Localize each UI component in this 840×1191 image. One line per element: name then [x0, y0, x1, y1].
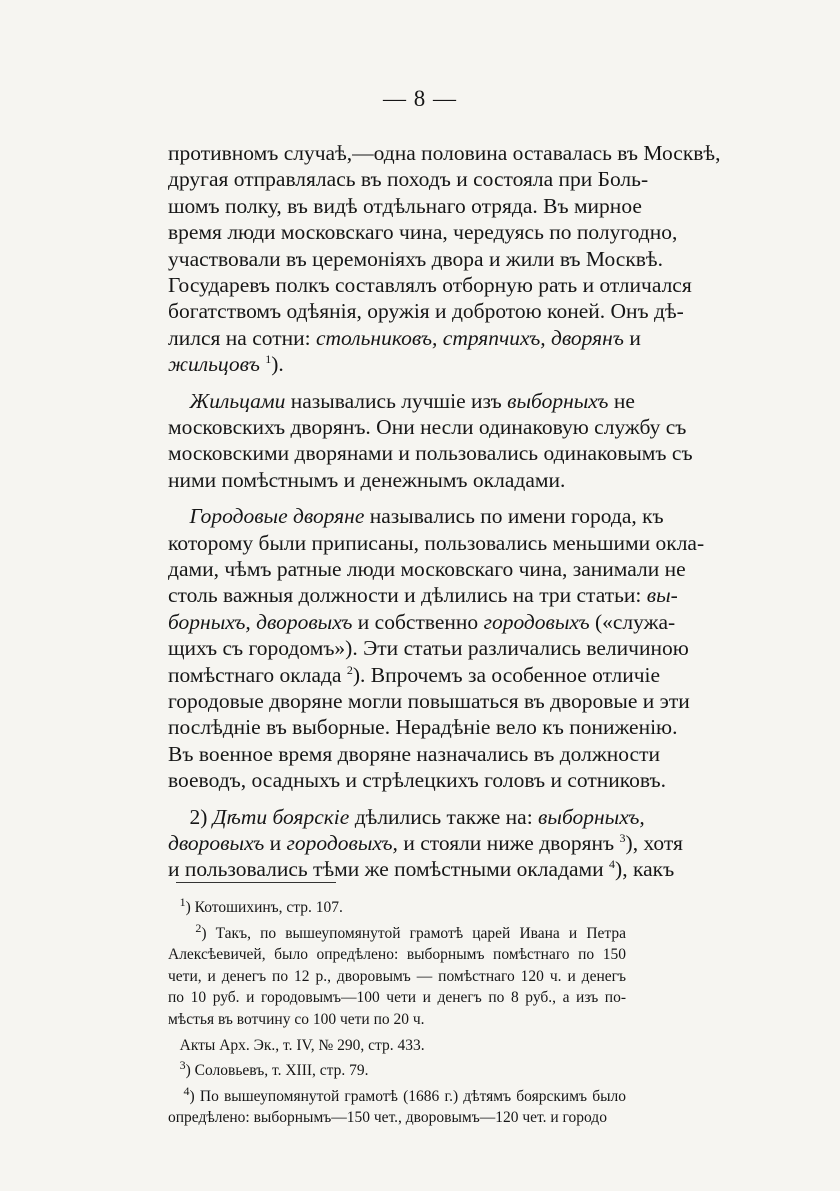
footnote-marker: 1: [179, 894, 186, 909]
text-line: [168, 414, 687, 440]
text-run: которому были приписаны, пользовались меньшими окла-: [168, 530, 705, 555]
italic-term: Дѣти боярскіе: [212, 804, 350, 829]
footnote-line: [168, 945, 626, 965]
text-run: [168, 1062, 180, 1079]
text-run: 2): [168, 804, 213, 829]
text-line: [168, 503, 664, 529]
footnote-marker: 4: [183, 1083, 190, 1098]
text-run: чети, и денегъ по 12 р., дворовымъ — помѣстнаго 120 ч. и денегъ: [168, 967, 626, 985]
text-run: и: [264, 831, 287, 855]
text-run: ), хотя: [625, 831, 683, 855]
text-run: время люди московскаго чина, чередуясь по полугодно,: [168, 220, 678, 245]
text-line: [168, 351, 628, 377]
footnote-line: [168, 1108, 626, 1128]
text-run: по 10 руб. и городовымъ—100 чети и денегъ по 8 руб., а изъ по-: [168, 989, 626, 1007]
text-run: ) Такъ, по вышеупомянутой грамотѣ царей Ивана и Петра: [201, 924, 626, 942]
text-run: и стояли ниже дворянъ: [397, 831, 620, 855]
text-run: [168, 899, 180, 916]
text-run: дами, чѣмъ ратные люди московскаго чина, занимали не: [168, 557, 686, 581]
text-run: Въ военное время дворяне назначались въ должности: [168, 741, 660, 766]
text-line: [168, 272, 692, 298]
text-line: [168, 609, 676, 635]
text-run: ). Впрочемъ за особенное отличіе: [352, 662, 661, 687]
text-run: щихъ съ городомъ»). Эти статьи различались величиною: [168, 636, 689, 661]
text-run: другая отправлялась въ походъ и состояла при Боль-: [168, 167, 649, 192]
text-run: городовые дворяне могли повышаться въ дворовые и эти: [168, 689, 690, 713]
text-run: Алексѣевичей, было опредѣлено: выборнымъ помѣстнаго по 150: [168, 946, 626, 964]
text-run: лился на сотни:: [168, 325, 316, 350]
italic-term: дворовыхъ: [168, 831, 265, 855]
text-run: ними помѣстнымъ и денежнымъ окладами.: [168, 467, 566, 492]
italic-term: Жильцами: [189, 388, 286, 413]
text-run: столь важныя должности и дѣлились на три статьи:: [168, 583, 647, 608]
text-run: и пользовались тѣми же помѣстными окладами: [168, 857, 610, 882]
footnote-line: [168, 1058, 626, 1081]
text-line: [168, 440, 693, 466]
text-run: [168, 925, 195, 942]
text-run: московскихъ дворянъ. Они несли одинаковую службу съ: [168, 415, 687, 439]
text-line: [168, 388, 635, 414]
italic-term: Городовые дворяне: [189, 504, 365, 529]
text-line: [168, 325, 641, 351]
text-line: [168, 166, 649, 192]
text-line: [168, 530, 705, 556]
text-run: Акты Арх. Эк., т. IV, № 290, стр. 433.: [168, 1036, 425, 1054]
footnote-line: [168, 1036, 626, 1056]
text-run: [168, 1088, 184, 1105]
text-line: [168, 467, 628, 493]
italic-term: городовыхъ,: [286, 831, 398, 855]
text-run: мѣстья въ вотчину со 100 чети по 20 ч.: [168, 1011, 425, 1028]
text-run: ) Котошихинъ, стр. 107.: [185, 899, 343, 916]
text-line: [168, 714, 678, 740]
text-run: [168, 389, 190, 413]
text-line: [168, 767, 666, 793]
footnote-divider: [176, 882, 336, 883]
text-run: участвовали въ церемоніяхъ двора и жили въ Москвѣ.: [168, 246, 663, 271]
text-line: [168, 688, 690, 714]
italic-term: выборныхъ,: [538, 804, 645, 829]
footnote-line: [168, 967, 626, 987]
footnote-marker: 1: [265, 352, 272, 367]
text-run: богатствомъ одѣянія, оружія и добротою коней. Онъ дѣ-: [168, 299, 684, 324]
text-run: [168, 504, 190, 528]
text-line: [168, 804, 645, 830]
footnote-line: [168, 1083, 627, 1107]
footnote-line: [168, 988, 626, 1008]
italic-term: жильцовъ: [168, 352, 260, 377]
text-line: [168, 246, 663, 272]
italic-term: вы-: [646, 583, 678, 608]
text-line: [168, 556, 686, 582]
text-run: послѣдніе въ выборные. Нерадѣніе вело къ пониженію.: [168, 715, 678, 740]
text-line: [168, 140, 721, 166]
italic-term: стольниковъ, стряпчихъ, дворянъ: [315, 325, 624, 350]
text-run: дѣлились также на:: [349, 804, 539, 829]
italic-term: выборныхъ: [507, 388, 609, 413]
footnote-marker: 2: [195, 920, 202, 935]
text-run: противномъ случаѣ,—одна половина оставалась въ Москвѣ,: [168, 141, 721, 165]
text-run: и собственно: [352, 609, 484, 634]
text-run: помѣстнаго оклада: [168, 662, 347, 687]
italic-term: борныхъ, дворовыхъ: [168, 609, 353, 634]
footnote-line: [168, 920, 626, 944]
text-run: не: [608, 388, 635, 413]
text-run: московскими дворянами и пользовались одинаковымъ съ: [168, 441, 693, 466]
text-run: ), какъ: [615, 857, 675, 882]
footnote-marker: 4: [609, 857, 616, 872]
text-run: ) По вышеупомянутой грамотѣ (1686 г.) дѣтямъ боярскимъ было: [189, 1087, 627, 1105]
footnote-marker: 2: [346, 662, 353, 677]
text-run: воеводъ, осадныхъ и стрѣлецкихъ головъ и сотниковъ.: [168, 768, 666, 793]
text-line: [168, 741, 660, 767]
text-line: [168, 830, 683, 856]
text-run: назывались по имени города, къ: [364, 504, 664, 529]
text-line: [168, 298, 684, 324]
italic-term: городовыхъ: [483, 609, 590, 634]
text-run: опредѣлено: выборнымъ—150 чет., дворовымъ—120 чет. и городо: [168, 1109, 607, 1127]
text-run: («служа-: [589, 609, 676, 634]
text-line: [168, 582, 678, 608]
page-number: — 8 —: [383, 86, 457, 111]
text-run: и: [623, 325, 641, 350]
footnote-line: [168, 1010, 626, 1030]
footnote-marker: 3: [619, 830, 626, 845]
text-line: [168, 219, 678, 245]
text-run: шомъ полку, въ видѣ отдѣльнаго отряда. Въ мирное: [168, 193, 642, 218]
text-line: [168, 635, 689, 661]
text-line: [168, 193, 642, 219]
text-run: ).: [271, 352, 284, 377]
text-line: [168, 856, 675, 882]
text-line: [168, 662, 661, 688]
footnote-line: [168, 894, 626, 918]
text-run: Государевъ полкъ составлялъ отборную рать и отличался: [168, 273, 692, 297]
footnote-marker: 3: [179, 1058, 186, 1073]
text-run: ) Соловьевъ, т. XIII, стр. 79.: [185, 1062, 369, 1080]
text-run: назывались лучшіе изъ: [285, 388, 508, 413]
